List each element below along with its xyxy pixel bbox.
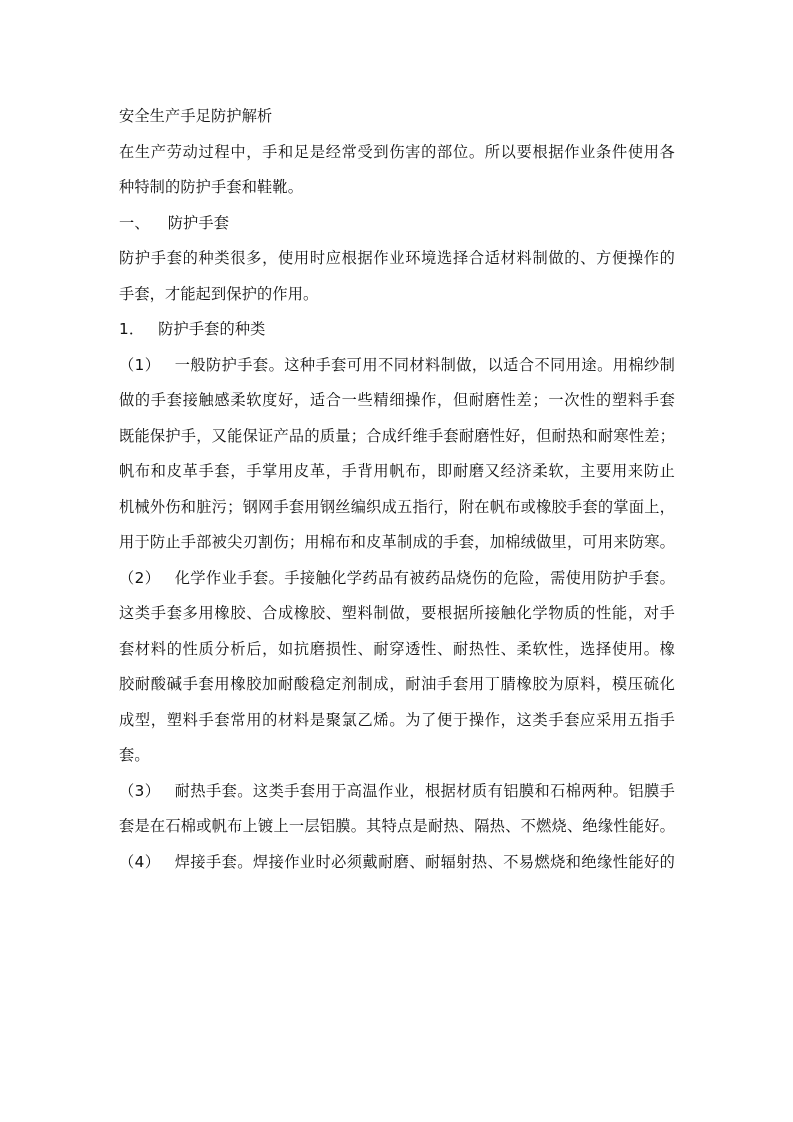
item-4-line-1 [119, 845, 675, 881]
item-2-line-1-text: 化学作业手套。手接触化学药品有被药品烧伤的危险，需使用防护手套。 [174, 568, 675, 587]
item-1-line-1 [119, 348, 675, 384]
item-2-number: （2） [119, 568, 161, 587]
item-3-line-1-text: 耐热手套。这类手套用于高温作业，根据材质有铝膜和石棉两种。铝膜手 [174, 781, 675, 800]
document-body [119, 99, 675, 880]
item-1-line-6: 用于防止手部被尖刃割伤；用棉布和皮革制成的手套，加棉绒做里，可用来防寒。 [119, 533, 675, 551]
section-1-intro-line-2: 手套，才能起到保护的作用。 [119, 284, 319, 303]
subsection-1-number: 1． [119, 320, 145, 338]
item-2-line-2: 这类手套多用橡胶、合成橡胶、塑料制做，要根据所接触化学物质的性能，对手 [119, 604, 675, 622]
item-4-line-1-text: 焊接手套。焊接作业时必须戴耐磨、耐辐射热、不易燃烧和绝缘性能好的 [174, 852, 675, 871]
section-1-title: 防护手套 [167, 213, 230, 232]
item-2-line-1 [119, 561, 675, 597]
section-1-number: 一、 [119, 213, 150, 232]
item-2-line-4: 胶耐酸碱手套用橡胶加耐酸稳定剂制成，耐油手套用丁腈橡胶为原料，模压硫化 [119, 675, 675, 693]
document-title: 安全生产手足防护解析 [119, 107, 273, 125]
item-3-line-2: 套是在石棉或帆布上镀上一层铝膜。其特点是耐热、隔热、不燃烧、绝缘性能好。 [119, 817, 675, 835]
item-2-line-3: 套材料的性质分析后，如抗磨损性、耐穿透性、耐热性、柔软性，选择使用。橡 [119, 639, 675, 658]
subsection-1-heading [119, 312, 675, 348]
item-4-number: （4） [119, 852, 161, 871]
intro-line-1: 在生产劳动过程中，手和足是经常受到伤害的部位。所以要根据作业条件使用各 [119, 142, 675, 161]
item-1-number: （1） [119, 355, 161, 374]
item-3-number: （3） [119, 781, 161, 800]
subsection-1-title: 防护手套的种类 [158, 320, 266, 338]
item-1-line-3: 既能保护手，又能保证产品的质量；合成纤维手套耐磨性好，但耐热和耐寒性差； [119, 426, 675, 445]
item-1-line-1-text: 一般防护手套。这种手套可用不同材料制做，以适合不同用途。用棉纱制 [174, 355, 675, 374]
section-1-heading [119, 206, 675, 242]
section-1-intro-line-1: 防护手套的种类很多，使用时应根据作业环境选择合适材料制做的、方便操作的 [119, 249, 675, 267]
item-1-line-2: 做的手套接触感柔软度好，适合一些精细操作，但耐磨性差；一次性的塑料手套 [119, 391, 675, 409]
item-3-line-1 [119, 774, 675, 810]
item-2-line-5: 成型，塑料手套常用的材料是聚氯乙烯。为了便于操作，这类手套应采用五指手 [119, 710, 675, 729]
item-2-line-6: 套。 [119, 746, 150, 764]
item-1-line-4: 帆布和皮革手套，手掌用皮革，手背用帆布，即耐磨又经济柔软，主要用来防止 [119, 462, 675, 480]
item-1-line-5: 机械外伤和脏污；钢网手套用钢丝编织成五指行，附在帆布或橡胶手套的掌面上， [119, 497, 675, 516]
intro-line-2: 种特制的防护手套和鞋靴。 [119, 178, 304, 196]
